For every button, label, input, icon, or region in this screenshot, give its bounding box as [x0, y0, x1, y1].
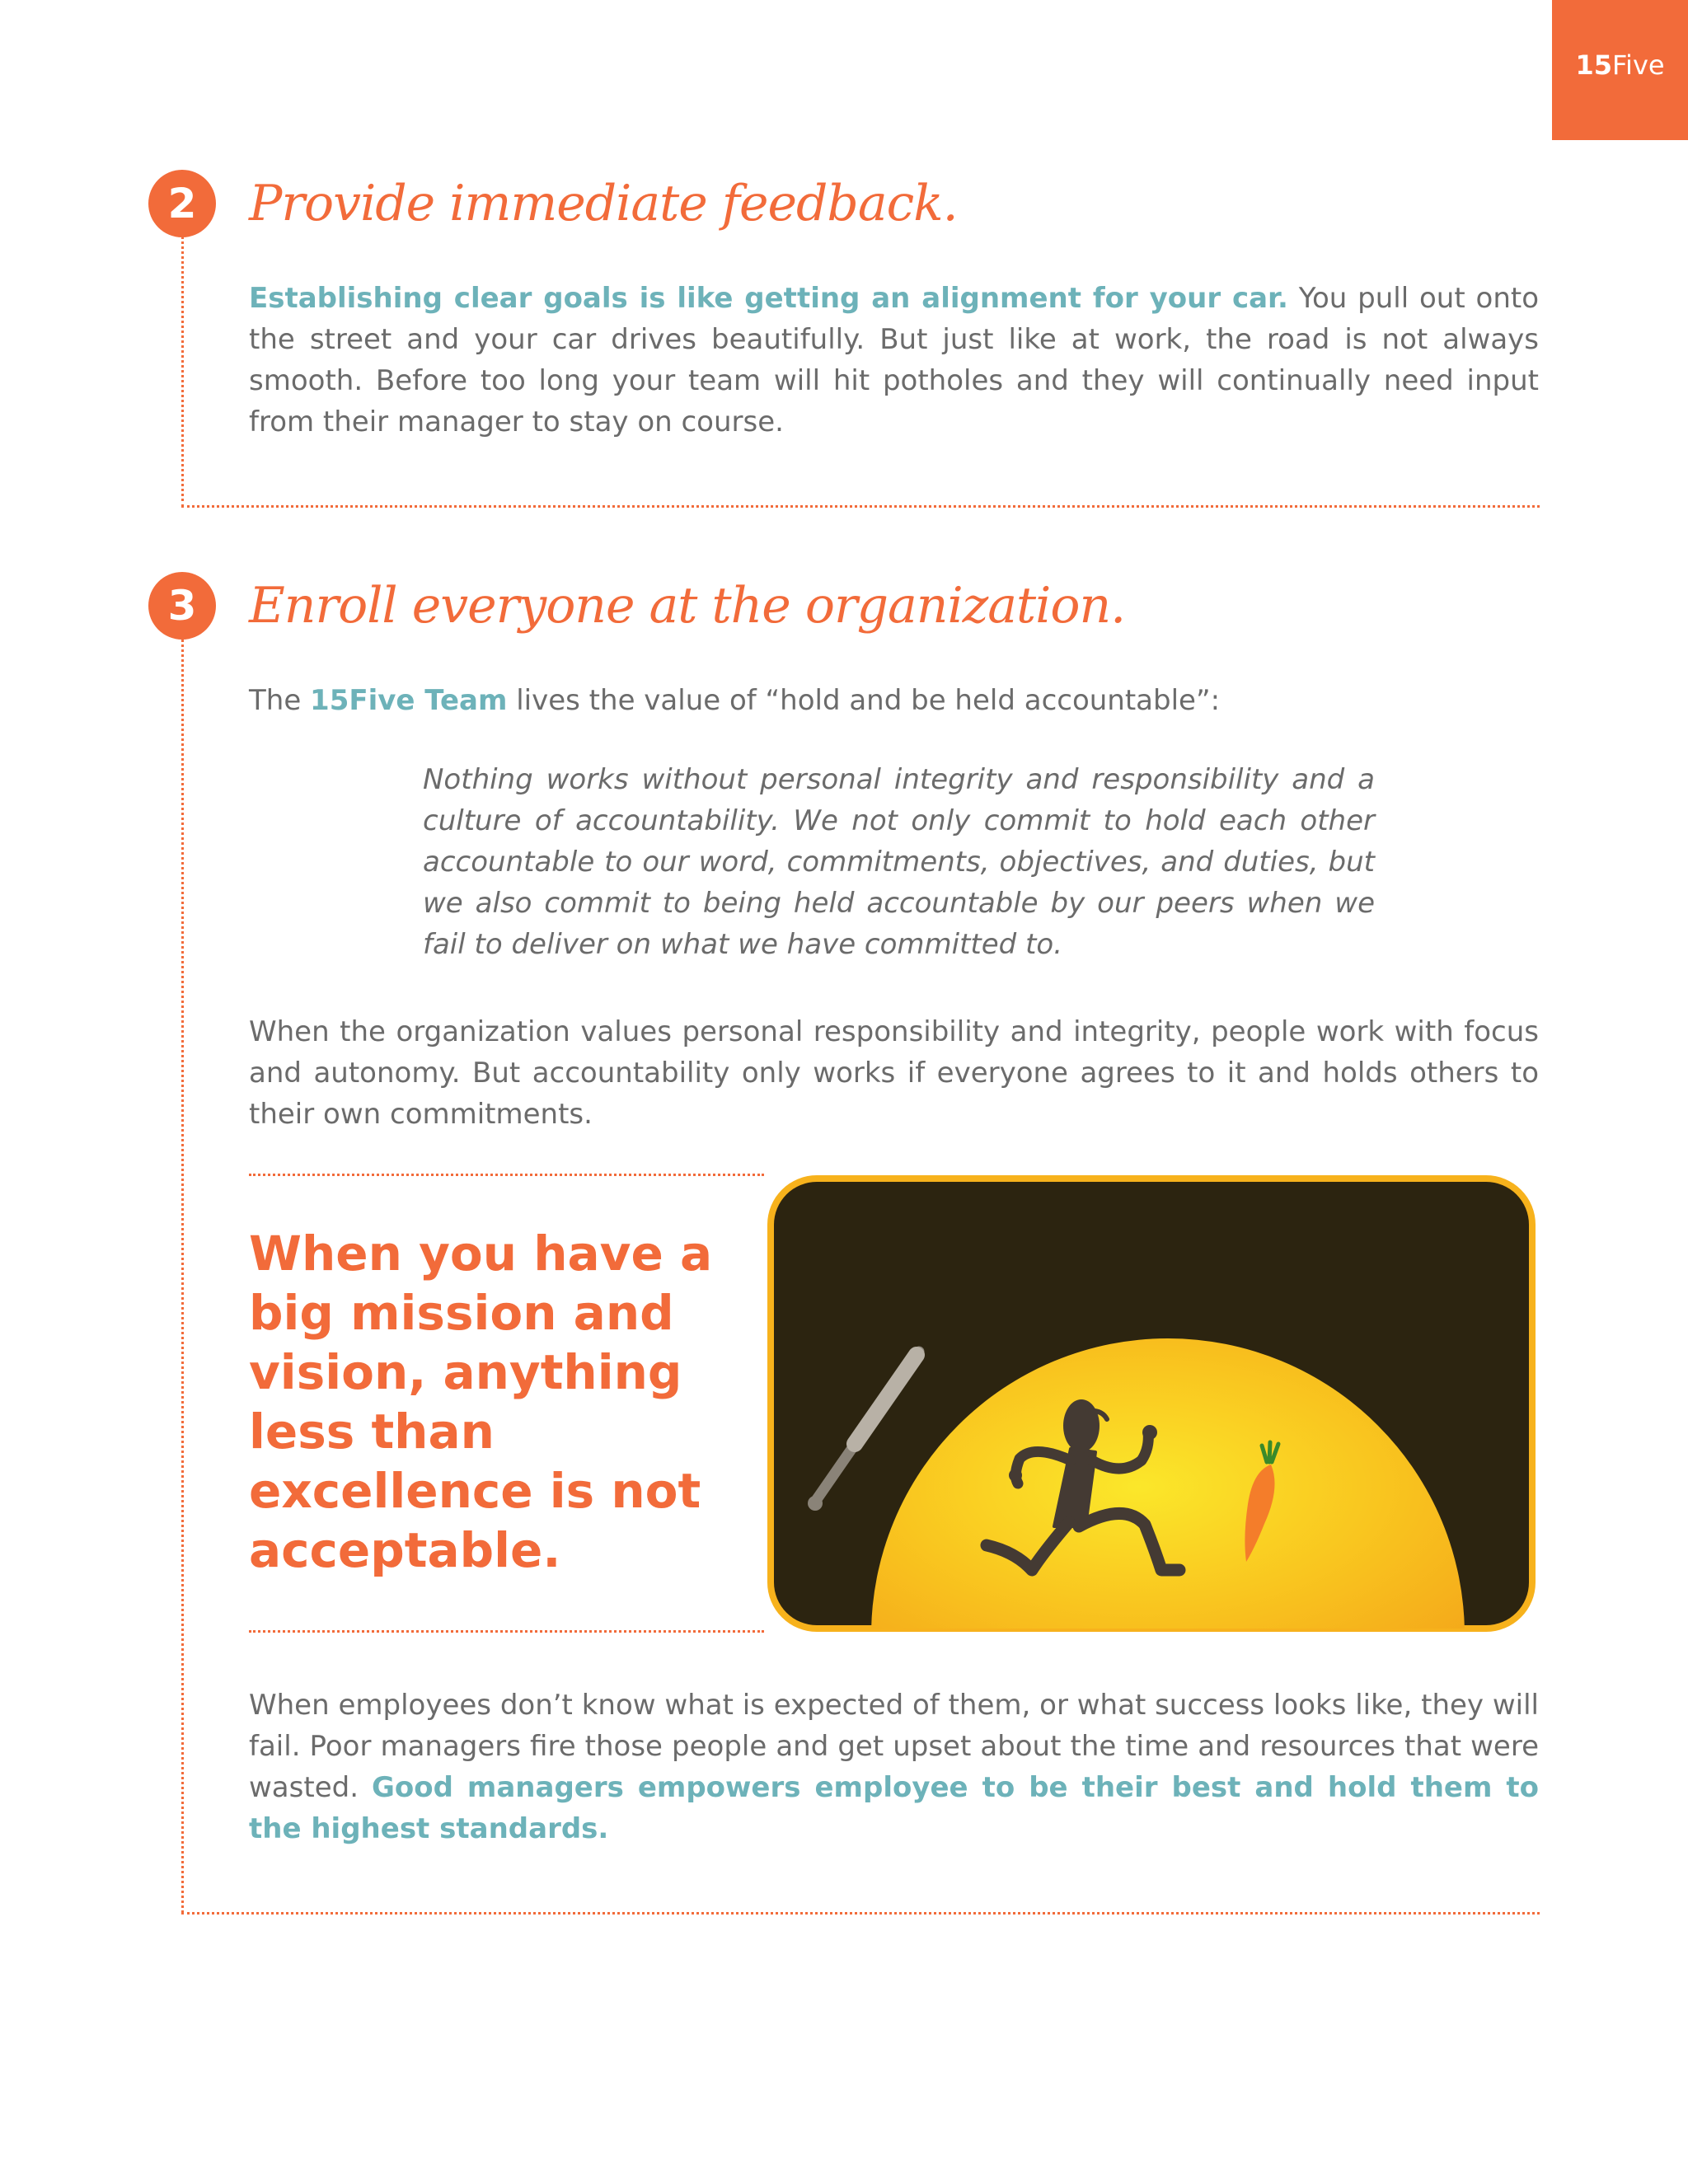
section-3-paragraph-2: When the organization values personal responsibility and integrity, people work with focus and autonomy. But accountability only works if everyone agrees to it and holds others to their own commitments. — [249, 1015, 1539, 1131]
section-2-body-rest: You pull out onto the street and your car drives beautifully. But just like at work, the road is not always smooth. Before too long your team will hit potholes and they will continually need input from their manager to stay on course. — [249, 282, 1540, 438]
pullquote-bottom-divider — [249, 1630, 764, 1633]
section-3-number-badge: 3 — [148, 572, 216, 640]
brand-logo — [1552, 0, 1688, 140]
section-2-body-highlight: Establishing clear goals is like getting an alignment for your car. — [249, 282, 1288, 315]
section-3-intro-highlight: 15Five Team — [310, 684, 508, 717]
section-2-number-badge: 2 — [148, 170, 216, 237]
section-3-intro — [249, 680, 1539, 721]
section-3-heading: Enroll everyone at the organization. — [249, 577, 1126, 635]
running-figure-illustration — [764, 1172, 1539, 1635]
section-3-divider — [181, 1912, 1540, 1915]
section-2-divider — [181, 505, 1540, 508]
pullquote-top-divider — [249, 1174, 764, 1176]
section-3-paragraph-3-plain: When employees don’t know what is expected of them, or what success looks like, they will fail. Poor managers fire those people and get upset about the time and resources that were wasted. — [249, 1689, 1539, 1804]
section-3-paragraph-3-highlight: Good managers empowers employee to be their best and hold them to the highest standards. — [249, 1771, 1539, 1845]
section-3-rail — [181, 640, 184, 1913]
section-3-paragraph-3 — [249, 1685, 1539, 1849]
brand-logo-bold: 15 — [1575, 49, 1612, 81]
section-3-intro-post: lives the value of “hold and be held accountable”: — [507, 684, 1221, 717]
section-3-intro-pre: The — [249, 684, 311, 717]
brand-logo-light: Five — [1611, 49, 1665, 81]
section-2-rail — [181, 206, 184, 507]
accountability-quote: Nothing works without personal integrity and responsibility and a culture of accountability. We not only commit to hold each other accountable to our word, commitments, objectives, and duties, but we also commit to being held accountable by our peers when we fail to deliver on what we have committed to. — [423, 763, 1375, 961]
section-2-body — [249, 278, 1539, 443]
mission-pullquote: When you have a big mission and vision, anything less than excellence is not acceptable. — [249, 1226, 713, 1578]
section-2-heading: Provide immediate feedback. — [249, 175, 958, 232]
